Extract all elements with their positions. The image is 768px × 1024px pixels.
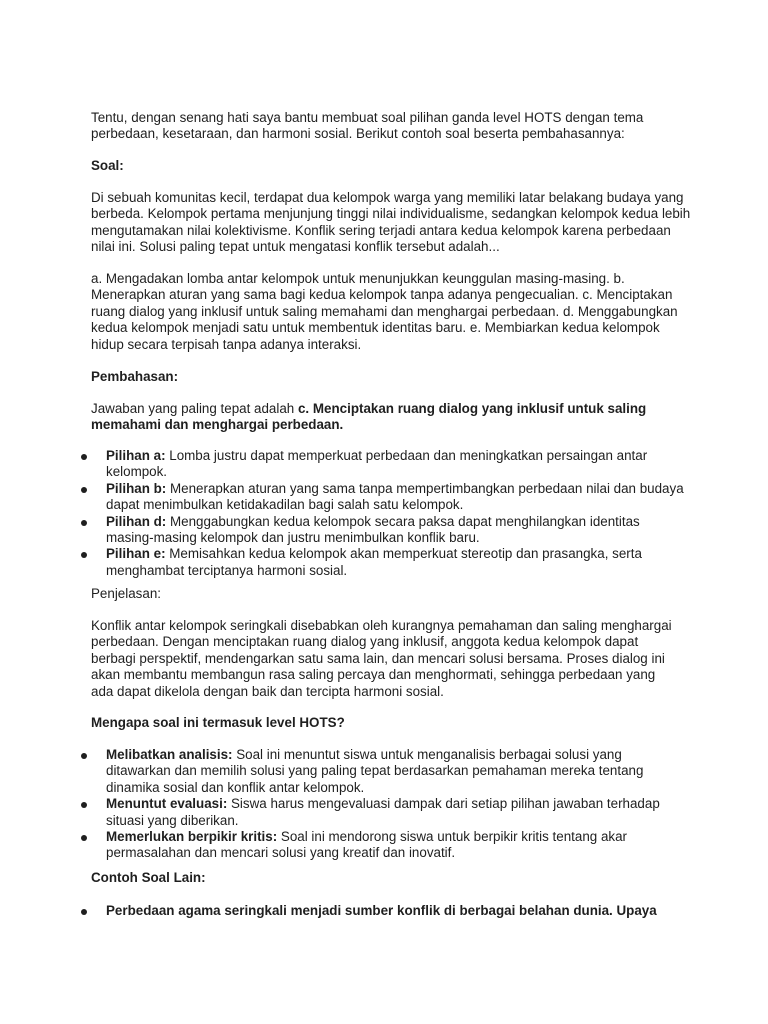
hots-lead: Melibatkan analisis: (106, 747, 233, 762)
hots-heading (91, 715, 691, 731)
answer-prefix: Jawaban yang paling tepat adalah (91, 401, 298, 416)
contoh-heading-text: Contoh Soal Lain: (91, 870, 206, 885)
list-item (0, 546, 690, 579)
options-text: a. Mengadakan lomba antar kelompok untuk menunjukkan keunggulan masing-masing. b. Menerapkan aturan yang sama bagi kedua kelompok tanpa adanya pengecualian. c. Menciptakan ruang dialog yang inklusif untuk saling memahami dan menghargai perbedaan. d. Menggabungkan kedua kelompok menjadi satu untuk membentuk identitas baru. e. Membiarkan kedua kelompok hidup secara terpisah tanpa adanya interaksi. (91, 271, 678, 352)
hots-lead: Menuntut evaluasi: (106, 796, 228, 812)
hots-list (0, 747, 690, 862)
bullet-icon (81, 835, 87, 841)
pilihan-text: Menerapkan aturan yang sama tanpa mempertimbangkan perbedaan nilai dan budaya dapat menimbulkan ketidakadilan bagi salah satu kelompok. (106, 480, 684, 513)
pembahasan-heading-text: Pembahasan: (91, 369, 179, 384)
penjelasan-text: Konflik antar kelompok seringkali disebabkan oleh kurangnya pemahaman dan saling menghargai perbedaan. Dengan menciptakan ruang dialog yang inklusif, anggota kedua kelompok dapat berbagi perspektif, mendengarkan satu sama lain, dan mencari solusi bersama. Proses dialog ini akan membantu membangun rasa saling percaya dan menghormati, sehingga perbedaan yang ada dapat dikelola dengan baik dan tercipta harmoni sosial. (91, 618, 672, 699)
pilihan-lead: Pilihan a: (106, 448, 166, 463)
hots-text: Siswa harus mengevaluasi dampak dari setiap pilihan jawaban terhadap situasi yang diberikan. (106, 796, 660, 828)
penjelasan-heading-text: Penjelasan: (91, 586, 161, 601)
bullet-icon (81, 454, 87, 460)
pilihan-lead: Pilihan d: (106, 513, 167, 529)
hots-text: Soal ini mendorong siswa untuk berpikir kritis tentang akar permasalahan dan mencari solusi yang kreatif dan inovatif. (106, 829, 627, 861)
bullet-icon (81, 909, 87, 915)
contoh-item-text: Perbedaan agama seringkali menjadi sumber konflik di berbagai belahan dunia. Upaya (106, 903, 657, 918)
pilihan-text: Memisahkan kedua kelompok akan memperkuat stereotip dan prasangka, serta menghambat terciptanya harmoni sosial. (106, 546, 642, 578)
contoh-list (0, 903, 690, 919)
list-item (0, 796, 690, 829)
intro-text: Tentu, dengan senang hati saya bantu membuat soal pilihan ganda level HOTS dengan tema perbedaan, kesetaraan, dan harmoni sosial. Berikut contoh soal beserta pembahasannya: (91, 110, 644, 142)
soal-paragraph (91, 190, 691, 256)
pilihan-lead: Pilihan b: (106, 480, 167, 496)
bullet-icon (81, 487, 87, 493)
pembahasan-heading (91, 369, 691, 385)
penjelasan-paragraph (91, 618, 681, 700)
answer-bold: c. Menciptakan ruang dialog yang inklusif untuk saling memahami dan menghargai perbedaan. (91, 401, 647, 433)
pilihan-list (0, 448, 690, 579)
pilihan-text: Lomba justru dapat memperkuat perbedaan dan meningkatkan persaingan antar kelompok. (106, 448, 648, 480)
pilihan-lead: Pilihan e: (106, 546, 166, 562)
list-item (0, 448, 690, 481)
options-paragraph (91, 271, 691, 353)
answer-text (91, 401, 681, 434)
answer-paragraph (91, 401, 681, 434)
list-item (0, 514, 690, 547)
list-item (0, 747, 690, 796)
list-item (0, 481, 690, 514)
soal-text: Di sebuah komunitas kecil, terdapat dua kelompok warga yang memiliki latar belakang budaya yang berbeda. Kelompok pertama menjunjung tinggi nilai individualisme, sedangkan kelompok kedua lebih mengutamakan nilai kolektivisme. Konflik sering terjadi antara kedua kelompok karena perbedaan nilai ini. Solusi paling tepat untuk mengatasi konflik tersebut adalah... (91, 190, 691, 255)
bullet-icon (81, 753, 87, 759)
contoh-heading (91, 870, 691, 886)
hots-lead: Memerlukan berpikir kritis: (106, 829, 278, 845)
bullet-icon (81, 552, 87, 558)
bullet-icon (81, 802, 87, 808)
penjelasan-heading (91, 586, 691, 602)
list-item (0, 903, 690, 919)
soal-heading (91, 158, 691, 174)
hots-text: Soal ini menuntut siswa untuk menganalisis berbagai solusi yang ditawarkan dan memilih solusi yang paling tepat berdasarkan pemahaman mereka tentang dinamika sosial dan konflik antar kelompok. (106, 747, 644, 795)
intro-paragraph (91, 110, 691, 143)
bullet-icon (81, 520, 87, 526)
hots-heading-text: Mengapa soal ini termasuk level HOTS? (91, 715, 345, 730)
list-item (0, 829, 690, 862)
pilihan-text: Menggabungkan kedua kelompok secara paksa dapat menghilangkan identitas masing-masing kelompok dan justru menimbulkan konflik baru. (106, 513, 640, 546)
soal-heading-text: Soal: (91, 158, 124, 173)
